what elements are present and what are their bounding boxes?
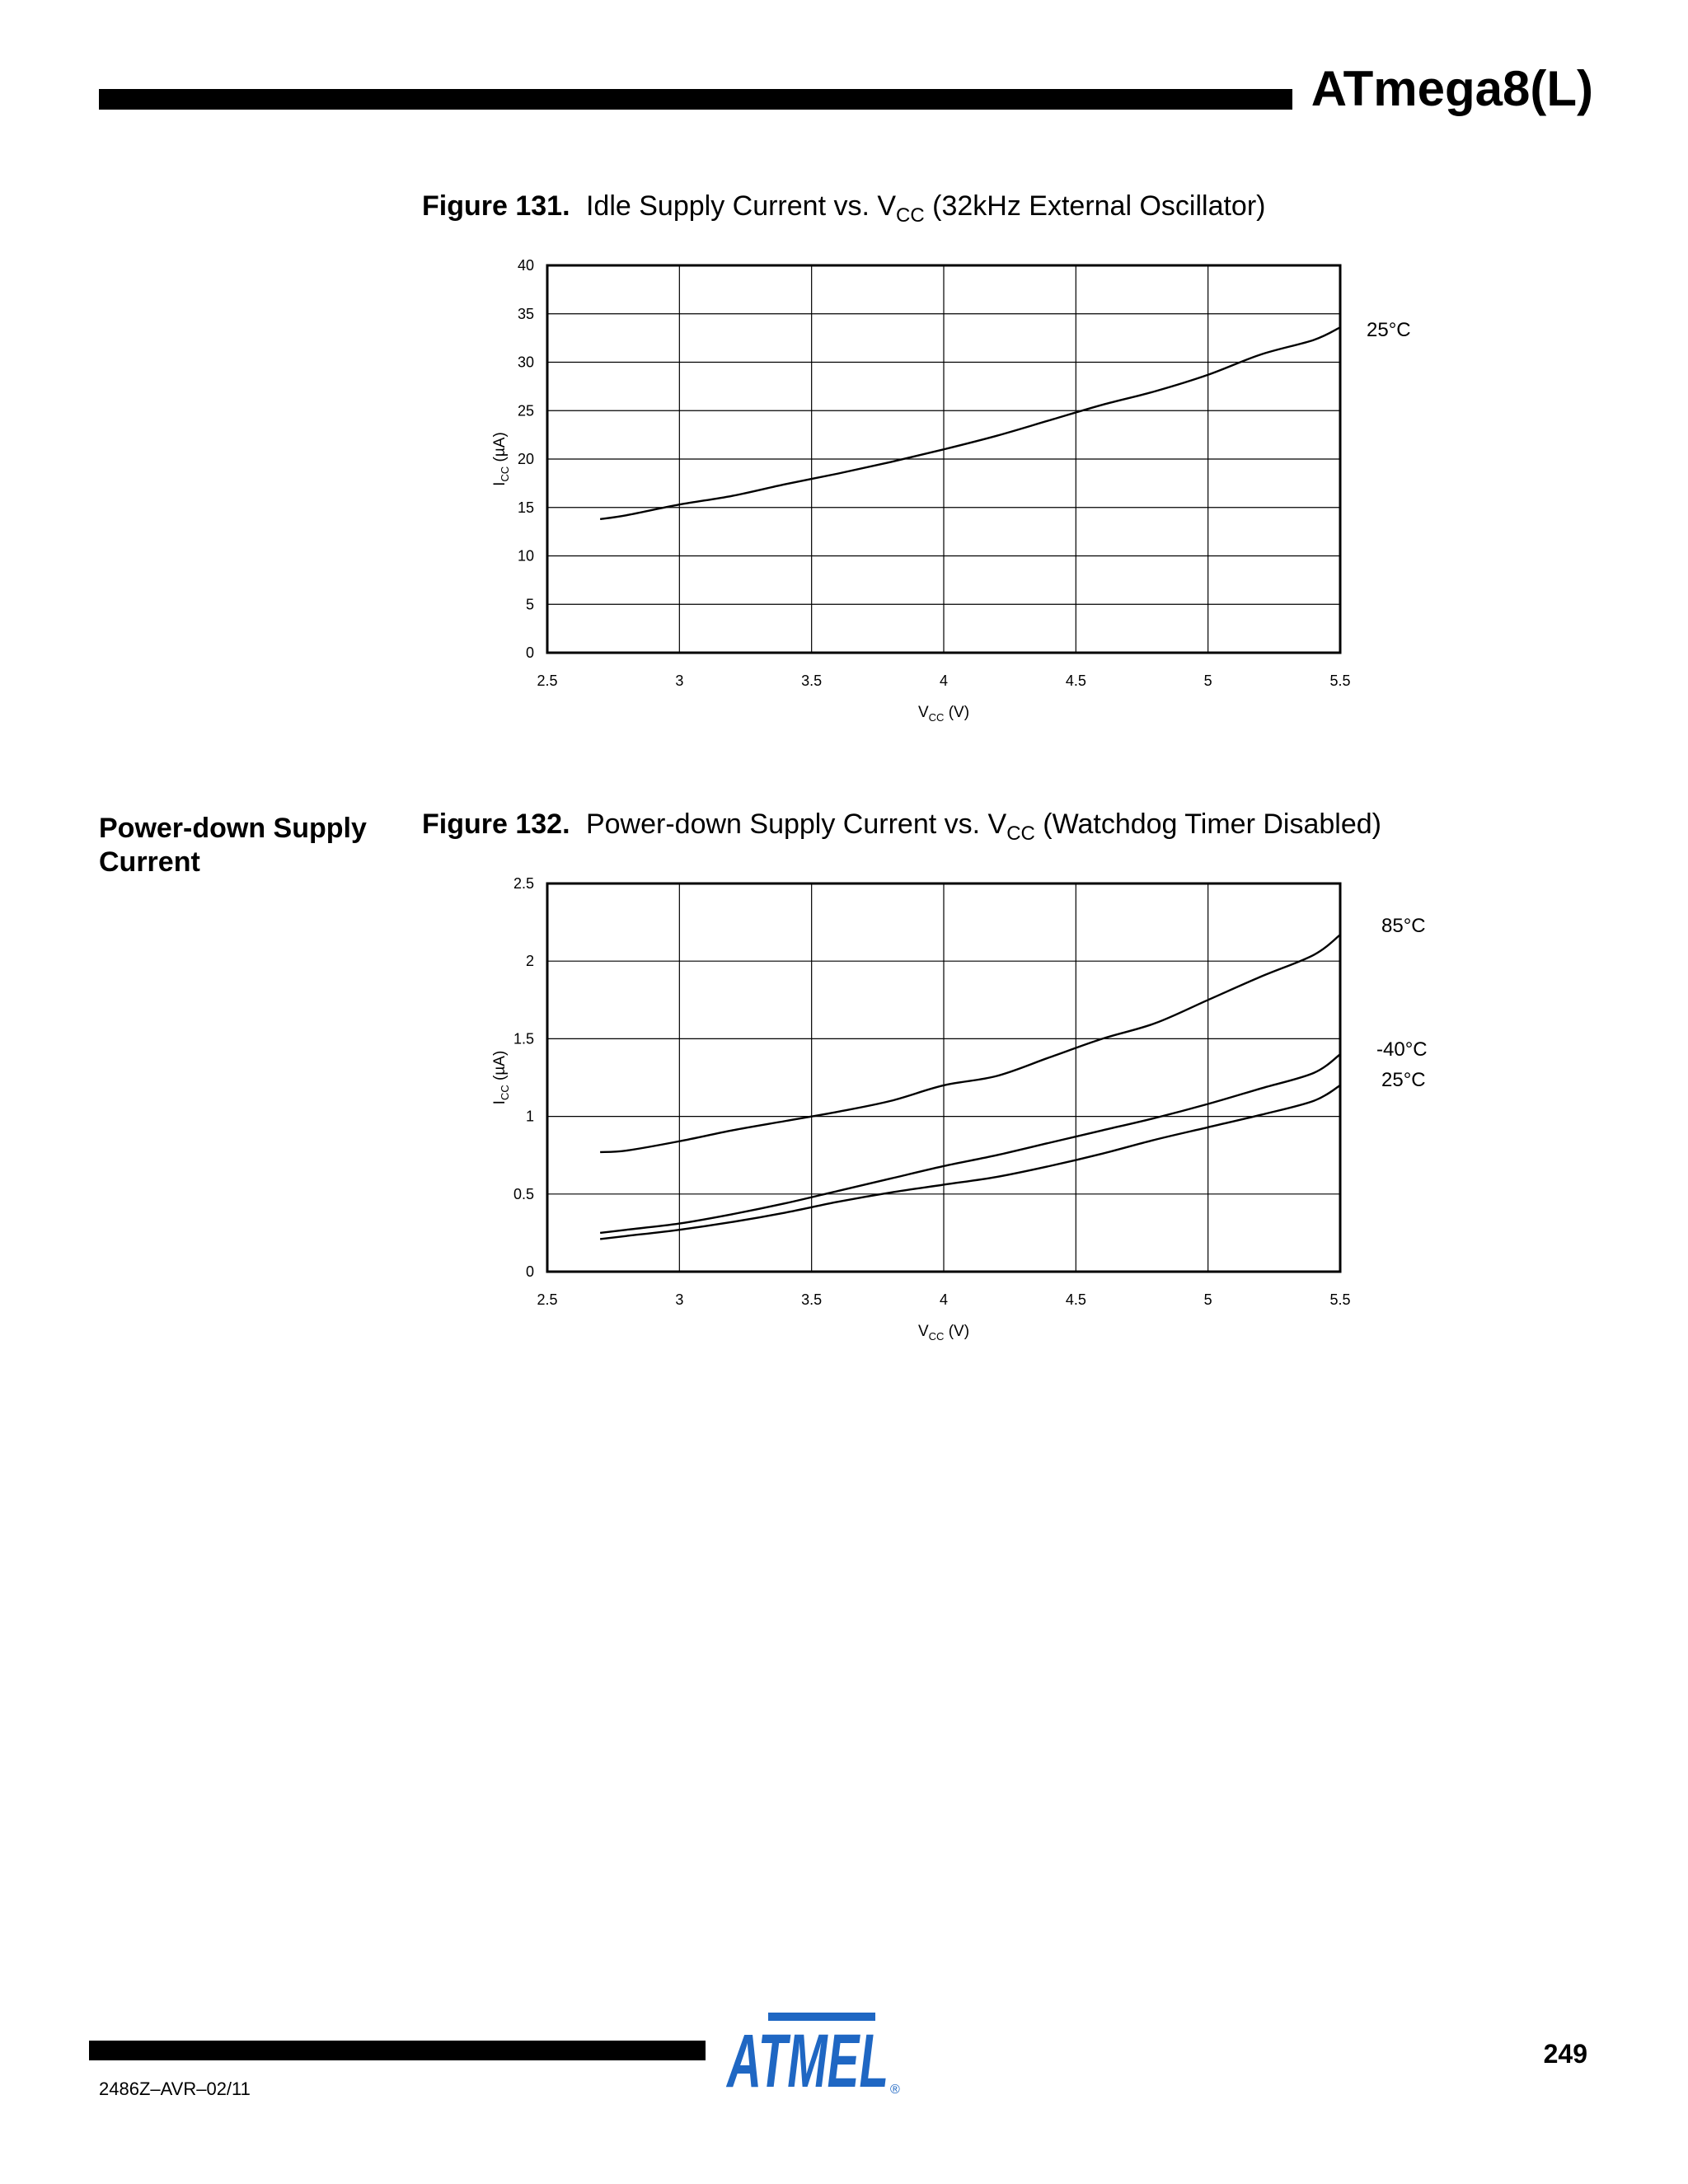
y-tick-label: 2.5	[513, 875, 534, 892]
y-tick-label: 40	[517, 257, 534, 274]
x-tick-label: 5	[1203, 673, 1212, 689]
y-tick-label: 0.5	[513, 1185, 534, 1202]
x-tick-label: 3	[675, 673, 684, 689]
x-tick-label: 5.5	[1329, 1291, 1351, 1308]
y-tick-label: 5	[525, 596, 534, 613]
series-line	[600, 1085, 1340, 1240]
series-label: 25°C	[1367, 319, 1411, 341]
y-tick-label: 25	[517, 402, 534, 419]
y-tick-label: 2	[525, 953, 534, 970]
x-axis-label: $V_{CC}$ (V)	[917, 1323, 970, 1343]
page-number: 249	[1543, 2039, 1587, 2069]
document-code: 2486Z–AVR–02/11	[99, 2079, 251, 2099]
series-line	[600, 935, 1340, 1152]
y-axis-label: $I_{CC}$ (µA)	[491, 432, 511, 486]
figure-131-number: Figure 131.	[422, 190, 570, 222]
atmel-logo	[725, 2011, 907, 2097]
figure-131-caption	[422, 192, 1265, 226]
figure-131-title: Idle Supply Current vs. $V_{CC}$ (32kHz External Oscillator)	[585, 190, 1266, 227]
y-tick-label: 35	[517, 305, 534, 322]
y-axis-label: $I_{CC}$ (µA)	[491, 1050, 511, 1105]
section-heading: Power-down Supply Current	[99, 813, 367, 878]
y-tick-label: 15	[517, 499, 534, 516]
x-tick-label: 4	[939, 673, 949, 689]
figure-132-number: Figure 132.	[422, 808, 570, 840]
y-tick-label: 1.5	[513, 1030, 534, 1047]
y-tick-label: 0	[525, 644, 534, 661]
x-tick-label: 2.5	[537, 673, 558, 689]
x-tick-label: 3.5	[801, 673, 823, 689]
x-axis-label: $V_{CC}$ (V)	[917, 704, 970, 724]
header-rule	[99, 89, 1292, 110]
x-tick-label: 5.5	[1329, 673, 1351, 689]
y-tick-label: 20	[517, 451, 534, 467]
x-tick-label: 5	[1203, 1291, 1212, 1308]
power-down-current-chart	[0, 865, 1688, 1360]
footer-rule	[89, 2041, 706, 2060]
logo-registered-mark: ®	[890, 2083, 900, 2097]
x-tick-label: 4	[939, 1291, 949, 1308]
series-label: -40°C	[1376, 1038, 1428, 1061]
series-line	[600, 327, 1340, 519]
idle-current-chart	[0, 247, 1688, 742]
y-tick-label: 0	[525, 1263, 534, 1280]
x-tick-label: 4.5	[1065, 1291, 1086, 1308]
series-label: 85°C	[1381, 915, 1426, 937]
y-tick-label: 1	[525, 1108, 534, 1125]
figure-132-caption	[422, 810, 1381, 844]
document-title: ATmega8(L)	[1311, 61, 1593, 116]
y-tick-label: 10	[517, 547, 534, 565]
figure-132-title: Power-down Supply Current vs. $V_{CC}$ (Watchdog Timer Disabled)	[585, 808, 1381, 845]
logo-wordmark: ATMEL	[725, 2019, 889, 2097]
x-tick-label: 4.5	[1065, 673, 1086, 689]
x-tick-label: 3	[675, 1291, 684, 1308]
y-tick-label: 30	[517, 354, 534, 371]
x-tick-label: 2.5	[537, 1291, 558, 1308]
series-label: 25°C	[1381, 1069, 1426, 1091]
x-tick-label: 3.5	[801, 1291, 823, 1308]
